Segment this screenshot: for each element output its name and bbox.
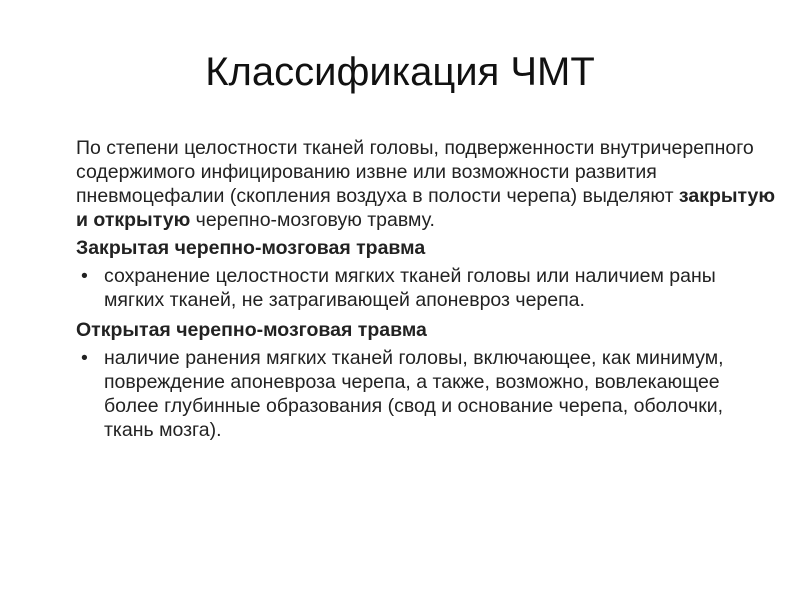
bullet-open: • наличие ранения мягких тканей головы, включающее, как минимум, повреждение апоневроза черепа, а также, возможно, вовлекающее более глубинные образования (свод и основание черепа, оболочки, ткань мозга). — [76, 346, 776, 442]
section-heading-closed: Закрытая черепно-мозговая травма — [76, 237, 426, 259]
section-heading-open: Открытая черепно-мозговая травма — [76, 319, 427, 341]
slide-title: Классификация ЧМТ — [205, 50, 595, 94]
bullet-closed: • сохранение целостности мягких тканей головы или наличием раны мягких тканей, не затрагивающей апоневроз черепа. — [76, 264, 776, 312]
intro-paragraph — [76, 136, 776, 232]
intro-emphasis: закрытую и открытую — [76, 185, 776, 231]
intro-text-before: По степени целостности тканей головы, подверженности внутричерепного содержимого инфицированию извне или возможности развития пневмоцефалии (скопления воздуха в полости черепа) выделяют — [76, 137, 754, 207]
slide-content — [76, 136, 776, 448]
intro-text-after: черепно-мозговую травму. — [190, 209, 435, 231]
